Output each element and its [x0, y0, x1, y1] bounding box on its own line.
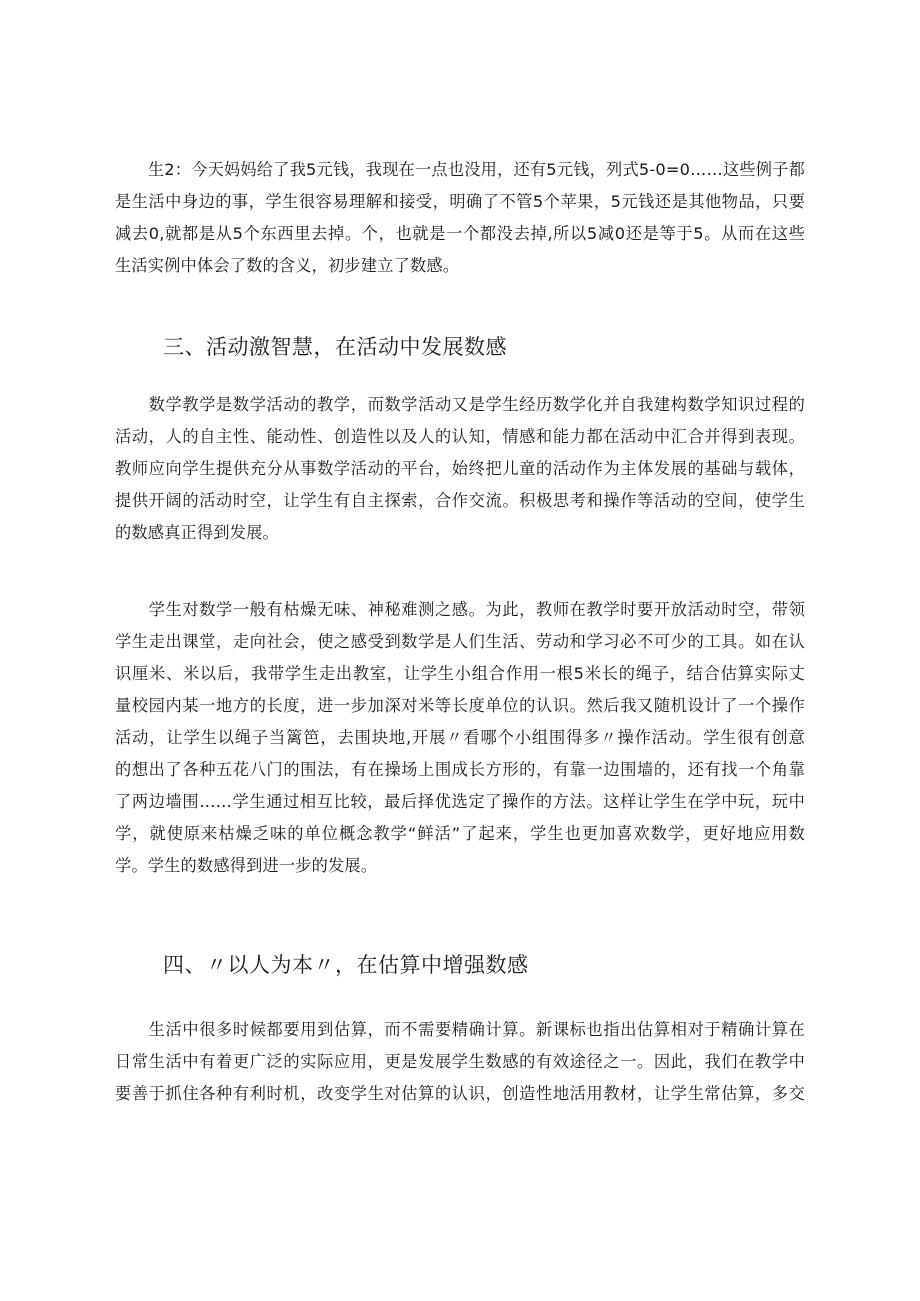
text-line: 减去0,就都是从5个东西里去掉。个，也就是一个都没去掉,所以5减0还是等于5。从而在这些 — [115, 224, 805, 243]
text-line: 活动，人的自主性、能动性、创造性以及人的认知，情感和能力都在活动中汇合并得到表现。 — [115, 427, 805, 446]
section-heading-4: 四、〃以人为本〃，在估算中增强数感 — [163, 953, 529, 977]
paragraph-outdoor-activity — [115, 594, 805, 882]
paragraph-student-example — [115, 154, 805, 282]
text-line: 生活中很多时候都要用到估算，而不需要精确计算。新课标也指出估算相对于精确计算在 — [115, 1020, 805, 1039]
text-line: 生活实例中体会了数的含义，初步建立了数感。 — [115, 256, 460, 275]
text-line: 识厘米、米以后，我带学生走出教室，让学生小组合作用一根5米长的绳子，结合估算实际丈 — [115, 664, 805, 683]
text-line: 了两边墙围……学生通过相互比较，最后择优选定了操作的方法。这样让学生在学中玩，玩中 — [115, 792, 805, 811]
text-line: 生2：今天妈妈给了我5元钱，我现在一点也没用，还有5元钱，列式5-0=0……这些例子都 — [115, 160, 805, 179]
text-line: 提供开阔的活动时空，让学生有自主探索，合作交流。积极思考和操作等活动的空间，使学生 — [115, 491, 805, 510]
text-line: 学生对数学一般有枯燥无味、神秘难测之感。为此，教师在教学时要开放活动时空，带领 — [115, 600, 805, 619]
text-line: 数学教学是数学活动的教学，而数学活动又是学生经历数学化并自我建构数学知识过程的 — [115, 395, 805, 414]
text-line: 学生走出课堂，走向社会，使之感受到数学是人们生活、劳动和学习必不可少的工具。如在认 — [115, 632, 805, 651]
section-heading-3: 三、活动激智慧，在活动中发展数感 — [163, 335, 507, 359]
text-line: 要善于抓住各种有利时机，改变学生对估算的认识，创造性地活用教材，让学生常估算，多交 — [115, 1084, 805, 1103]
paragraph-math-activity — [115, 389, 805, 549]
paragraph-estimation — [115, 1014, 805, 1110]
text-line: 学，就使原来枯燥乏味的单位概念教学“鲜活”了起来，学生也更加喜欢数学，更好地应用数 — [115, 824, 805, 843]
text-line: 教师应向学生提供充分从事数学活动的平台，始终把儿童的活动作为主体发展的基础与载体， — [115, 459, 805, 478]
text-line: 学。学生的数感得到进一步的发展。 — [115, 856, 378, 875]
text-line: 量校园内某一地方的长度，进一步加深对米等长度单位的认识。然后我又随机设计了一个操作 — [115, 696, 805, 715]
text-line: 日常生活中有着更广泛的实际应用，更是发展学生数感的有效途径之一。因此，我们在教学中 — [115, 1052, 805, 1071]
text-line: 活动，让学生以绳子当篱笆，去围块地,开展〃看哪个小组围得多〃操作活动。学生很有创意 — [115, 728, 805, 747]
text-line: 是生活中身边的事，学生很容易理解和接受，明确了不管5个苹果，5元钱还是其他物品，只要 — [115, 192, 805, 211]
text-line: 的数感真正得到发展。 — [115, 523, 279, 542]
text-line: 的想出了各种五花八门的围法，有在操场上围成长方形的，有靠一边围墙的，还有找一个角靠 — [115, 760, 805, 779]
